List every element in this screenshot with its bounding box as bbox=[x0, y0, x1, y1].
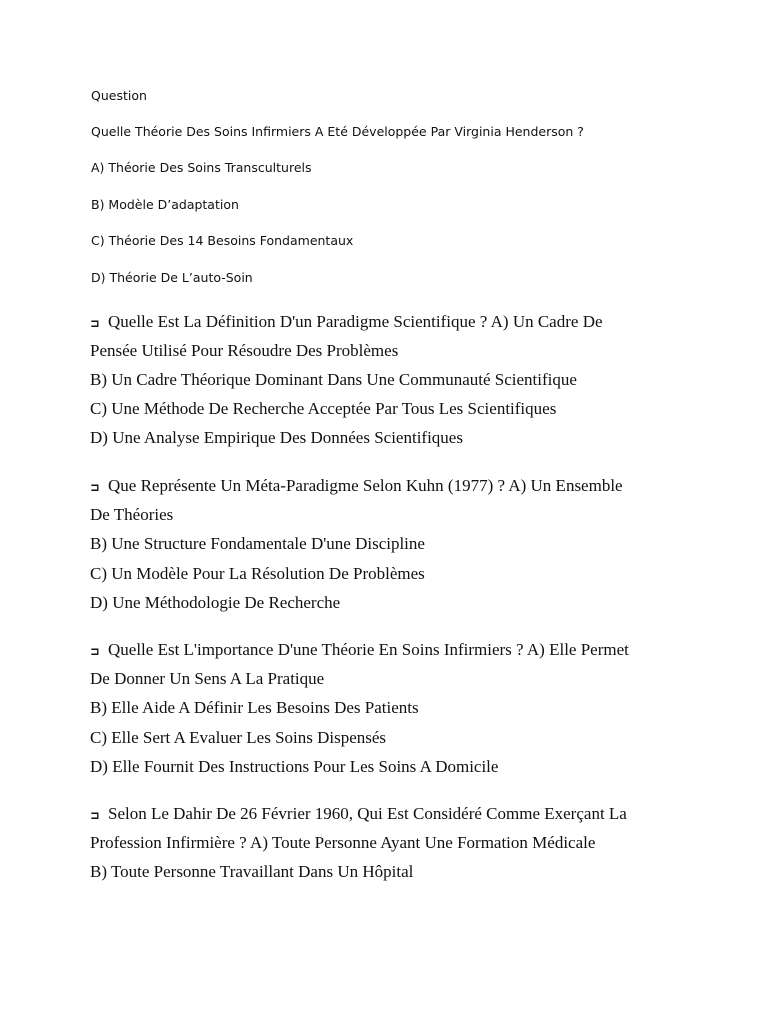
answer-option-a: A) Théorie Des Soins Transculturels bbox=[91, 160, 312, 175]
question-3-line-1 bbox=[90, 640, 629, 660]
question-2-text: Que Représente Un Méta-Paradigme Selon Kuhn (1977) ? A) Un Ensemble bbox=[108, 476, 623, 495]
question-2-option-c: C) Un Modèle Pour La Résolution De Problèmes bbox=[90, 564, 425, 583]
question-1-option-c: C) Une Méthode De Recherche Acceptée Par Tous Les Scientifiques bbox=[90, 399, 557, 418]
bullet-icon: ߏ bbox=[90, 805, 100, 823]
question-1-line-1 bbox=[90, 312, 603, 332]
question-3-option-d: D) Elle Fournit Des Instructions Pour Les Soins A Domicile bbox=[90, 757, 499, 776]
question-3-option-b: B) Elle Aide A Définir Les Besoins Des Patients bbox=[90, 698, 419, 717]
bullet-icon: ߏ bbox=[90, 641, 100, 659]
question-4-text: Selon Le Dahir De 26 Février 1960, Qui Est Considéré Comme Exerçant La bbox=[108, 804, 627, 823]
question-1-option-d: D) Une Analyse Empirique Des Données Scientifiques bbox=[90, 428, 463, 447]
question-3-text: Quelle Est L'importance D'une Théorie En Soins Infirmiers ? A) Elle Permet bbox=[108, 640, 629, 659]
answer-option-b: B) Modèle D’adaptation bbox=[91, 197, 239, 212]
question-1-line-2: Pensée Utilisé Pour Résoudre Des Problèmes bbox=[90, 341, 399, 360]
question-4-option-b: B) Toute Personne Travaillant Dans Un Hôpital bbox=[90, 862, 414, 881]
question-4-line-1 bbox=[90, 804, 627, 824]
question-1-option-b: B) Un Cadre Théorique Dominant Dans Une Communauté Scientifique bbox=[90, 370, 577, 389]
question-2-line-2: De Théories bbox=[90, 505, 174, 524]
question-text: Quelle Théorie Des Soins Infirmiers A Eté Développée Par Virginia Henderson ? bbox=[91, 124, 584, 139]
question-1-text: Quelle Est La Définition D'un Paradigme Scientifique ? A) Un Cadre De bbox=[108, 312, 603, 331]
bullet-icon: ߏ bbox=[90, 313, 100, 331]
bullet-icon: ߏ bbox=[90, 477, 100, 495]
question-2-line-1 bbox=[90, 476, 623, 496]
question-3-line-2: De Donner Un Sens A La Pratique bbox=[90, 669, 325, 688]
question-3-option-c: C) Elle Sert A Evaluer Les Soins Dispensés bbox=[90, 728, 387, 747]
question-2-option-b: B) Une Structure Fondamentale D'une Discipline bbox=[90, 534, 425, 553]
question-2-option-d: D) Une Méthodologie De Recherche bbox=[90, 593, 341, 612]
section-heading: Question bbox=[91, 88, 147, 103]
question-4-line-2: Profession Infirmière ? A) Toute Personne Ayant Une Formation Médicale bbox=[90, 833, 596, 852]
answer-option-d: D) Théorie De L’auto-Soin bbox=[91, 270, 253, 285]
answer-option-c: C) Théorie Des 14 Besoins Fondamentaux bbox=[91, 233, 354, 248]
